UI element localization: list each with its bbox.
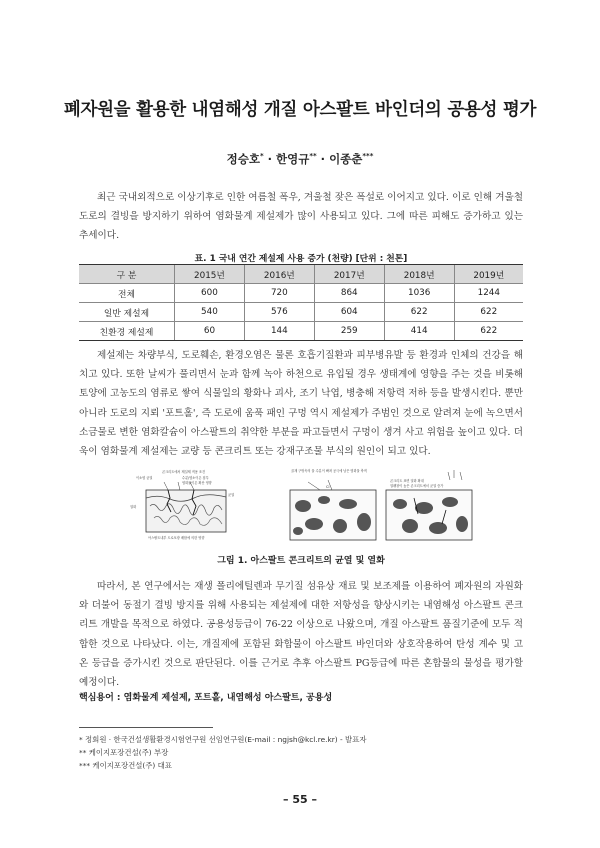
table-header-row [79, 265, 523, 284]
table-cell: 1036 [384, 284, 454, 303]
aggregate-particle [293, 527, 303, 535]
aggregate-particle [333, 519, 347, 533]
right-label-top-left: 골재 구멍속의 물 수분이 빠져 공극에 남은 염화물 축적 [291, 469, 367, 473]
table-caption: 표. 1 국내 연간 제설제 사용 증가 (천량) [단위 : 천톤] [194, 254, 408, 264]
table-row [79, 284, 523, 303]
table-cell: 1244 [454, 284, 523, 303]
aggregate-particle [429, 522, 447, 534]
table-cell: 친환경 제설제 [79, 322, 175, 341]
intro-paragraph: 최근 국내외적으로 이상기후로 인한 여름철 폭우, 겨울철 잦은 폭설로 이어지고 있다. 이로 인해 겨울철 도로의 결빙을 방지하기 위하여 염화물계 제설제가 많이 사용되고 있다. 그에 따른 피해도 증가하고 있는 추세이다. [79, 192, 523, 242]
author-separator: · [263, 152, 277, 166]
author-2-mark: ** [309, 152, 317, 161]
right-panel-1 [290, 468, 376, 540]
aggregate-particle [318, 496, 330, 504]
table-cell: 540 [175, 303, 245, 322]
table-cell: 864 [314, 284, 384, 303]
author-1-mark: * [259, 152, 264, 161]
table-cell: 622 [454, 303, 523, 322]
table-header-cell: 2016년 [244, 265, 314, 284]
keywords: 핵심용어 : 염화물계 제설제, 포트홀, 내염해성 아스팔트, 공용성 [79, 693, 333, 703]
chloride-label: Cl [326, 485, 330, 489]
paper-title: 폐자원을 활용한 내염해성 개질 아스팔트 바인더의 공용성 평가 [63, 100, 537, 120]
table-header-cell: 2019년 [454, 265, 523, 284]
left-label-side1: 균열 [228, 493, 235, 497]
author-3: 이종춘 [329, 152, 363, 166]
table-cell: 259 [314, 322, 384, 341]
right-panel-2 [386, 470, 472, 540]
table-cell: 576 [244, 303, 314, 322]
author-line [100, 151, 500, 167]
aggregate-particle [305, 518, 323, 530]
body-paragraph: 제설제는 차량부식, 도로훼손, 환경오염은 물론 호흡기질환과 피부병유발 등 환경과 인체의 건강을 해치고 있다. 또한 날씨가 풀리면서 눈과 함께 녹아 하천으로 유입될 경우 생태계에 영향을 주는 것을 비롯해 토양에 고농도의 염류로 쌓여 식물일의 황화나 괴사, 조기 낙엽, 병충해 저항력 저하 등을 발생시킨다. 뿐만 아니라 도로의 지뢰 '포트홀', 즉 도로에 움푹 패인 구멍 역시 제설제가 주범인 것으로 알려져 눈에 녹으면서 소금물로 변한 염화칼슘이 아스팔트의 취약한 부분을 파고들면서 구멍이 생겨 사고 위험을 높이고 있다. 더욱이 염화물계 제설제는 교량 등 콘크리트 또는 강재구조물 부식의 원인이 되고 있다. [79, 350, 523, 458]
left-label-side2: 열화 [130, 505, 137, 509]
author-2: 한영규 [276, 152, 310, 166]
left-label-top4: 염화물이온 확산 영향 [182, 481, 212, 485]
right-label-top-right: 콘크리트 표면 열화 확대 [390, 479, 424, 483]
left-label-top1: 콘크리트에서 제설제 적용 조건 [162, 470, 206, 474]
table-cell: 600 [175, 284, 245, 303]
aggregate-particle [442, 497, 458, 507]
table-row [79, 322, 523, 341]
conclusion-paragraph: 따라서, 본 연구에서는 재생 폴리에틸렌과 무기질 섬유상 재료 및 보조제를 이용하여 폐자원의 자원화와 더불어 동절기 결빙 방지를 위해 사용되는 제설제에 대한 저항성을 향상시키는 내염해성 아스팔트 콘크리트 개발을 목적으로 하였다. 공용성등급이 76-22 이상으로 나왔으며, 개질 아스팔트 품질기준에 모두 적합한 것으로 나타났다. 이는, 개질제에 포함된 화합물이 아스팔트 바인더와 상호작용하여 탄성 계수 및 고온 등급을 증가시킨 것으로 판단된다. 이를 근거로 추후 아스팔트 PG등급에 따른 혼합물의 물성을 평가할 예정이다. [79, 581, 523, 689]
infiltration-arrow [448, 470, 462, 480]
table-cell: 60 [175, 322, 245, 341]
footnote-2: ** 케이지포장건설(주) 부장 [79, 748, 169, 757]
aggregate-particle [295, 500, 311, 512]
figure-caption: 그림 1. 아스팔트 콘크리트의 균열 및 열화 [217, 556, 385, 566]
aggregate-particle [402, 519, 418, 533]
table-header-cell: 2015년 [175, 265, 245, 284]
page-number: – 55 – [283, 793, 317, 806]
table-header-cell: 2018년 [384, 265, 454, 284]
table-row [79, 303, 523, 322]
aggregate-particle [456, 516, 468, 532]
table-header-cell: 구 분 [79, 265, 175, 284]
table-cell: 전체 [79, 284, 175, 303]
aggregate-particle [393, 499, 407, 509]
aggregate-particle [339, 499, 357, 509]
left-label-top2: 이소염 균열 [136, 476, 153, 480]
table-cell: 일반 제설제 [79, 303, 175, 322]
author-1: 정승호 [226, 152, 260, 166]
table-cell: 622 [454, 322, 523, 341]
author-separator: · [316, 152, 330, 166]
figure-1 [128, 468, 478, 543]
table-cell: 604 [314, 303, 384, 322]
concrete-block [386, 490, 472, 540]
table-header-cell: 2017년 [314, 265, 384, 284]
right-label-mid: 열팽창이 높은 콘크리트에서 균열 증가 [390, 484, 444, 488]
footnote-rule [79, 727, 213, 728]
left-panel [130, 469, 234, 540]
footnote-3: *** 케이지포장건설(주) 대표 [79, 761, 172, 770]
crack-deterioration-illustration [128, 468, 478, 543]
left-label-top3: 수분/염소이온 침투 [182, 476, 209, 480]
table-cell: 144 [244, 322, 314, 341]
aggregate-particle [357, 513, 371, 531]
table-cell: 622 [384, 303, 454, 322]
left-label-bottom: 아스팔트내부 도로포장 배합에 의한 영향 [148, 536, 205, 540]
author-3-mark: *** [362, 152, 374, 161]
table-cell: 720 [244, 284, 314, 303]
deicer-usage-table [79, 264, 523, 341]
table-cell: 414 [384, 322, 454, 341]
footnote-1: * 정회원 · 한국건설생활환경시험연구원 선임연구원(E-mail : ngjsh@kcl.re.kr) - 발표자 [79, 735, 367, 744]
